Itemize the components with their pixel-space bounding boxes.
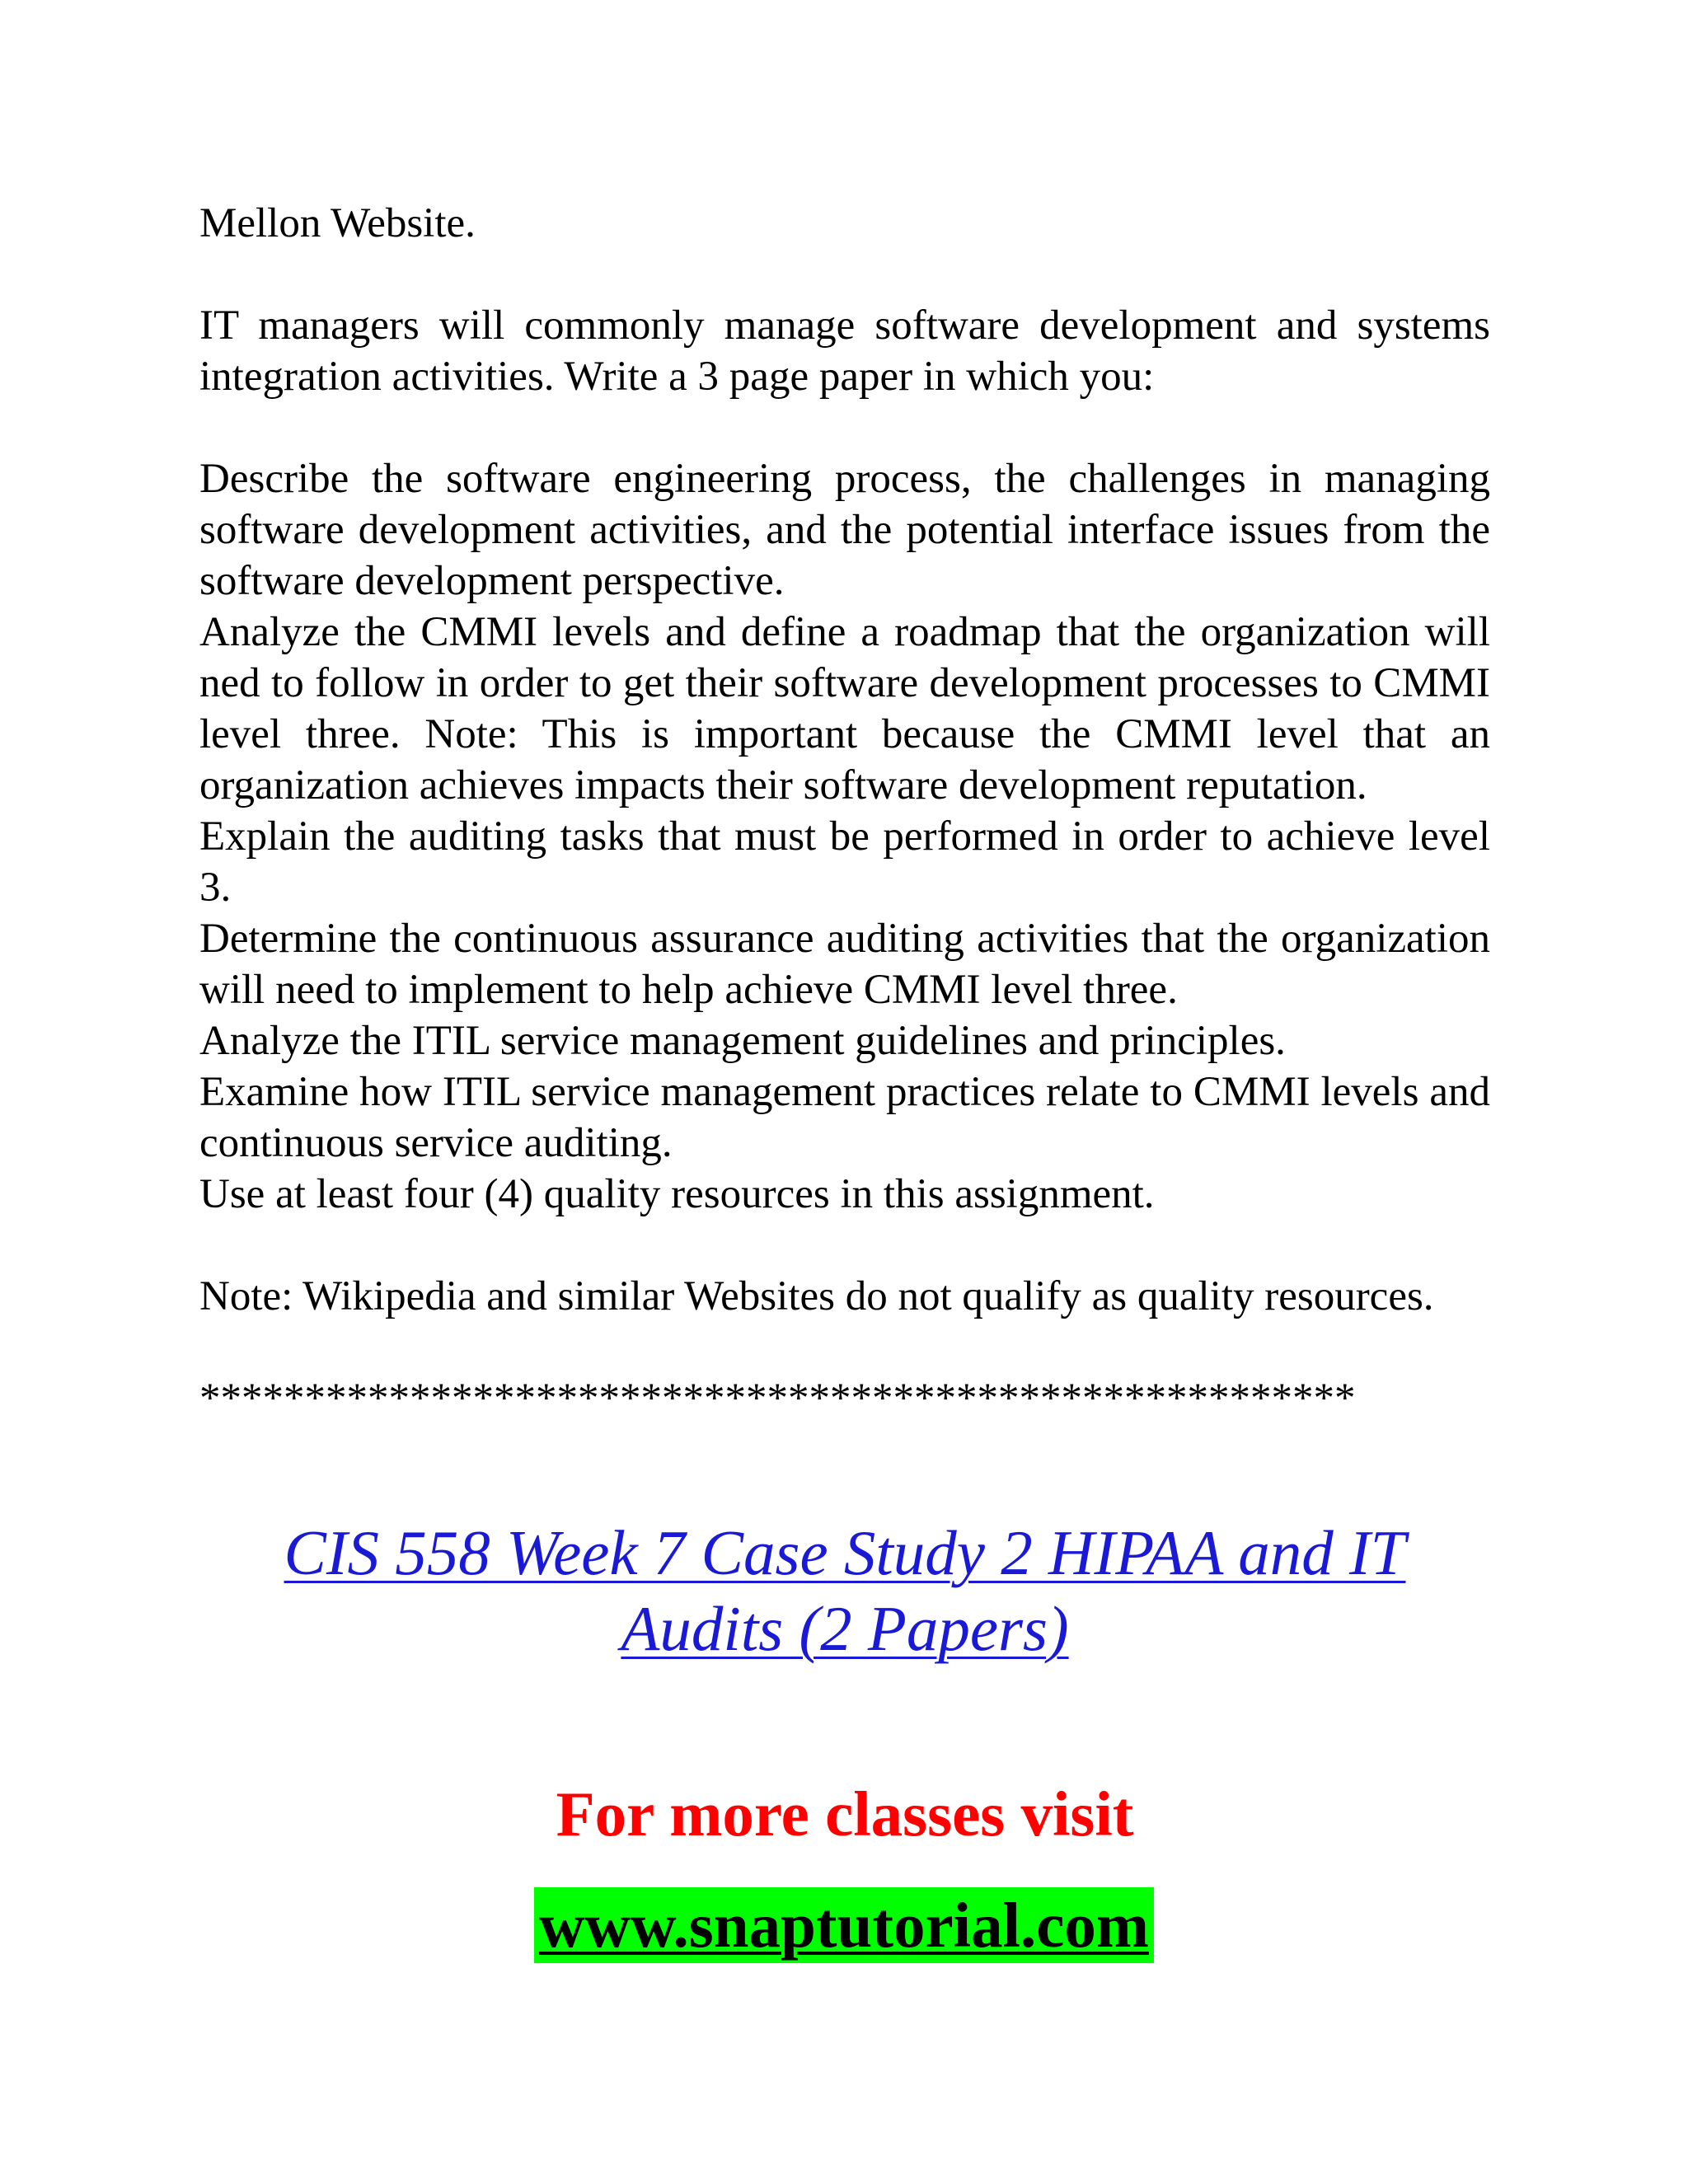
spacer <box>199 249 1490 300</box>
intro-line: Mellon Website. <box>199 200 476 246</box>
task-item: Determine the continuous assurance auditing activities that the organization will need to implement to help achieve CMMI level three. <box>199 916 1490 1013</box>
separator-line: ******************************************************* <box>199 1376 1356 1422</box>
website-wrapper <box>0 1887 1688 1963</box>
website-link[interactable]: www.snaptutorial.com <box>534 1887 1154 1963</box>
course-link-line1: CIS 558 Week 7 Case Study 2 HIPAA and IT <box>284 1517 1406 1588</box>
assignment-intro: IT managers will commonly manage software development and systems integration activities. Write a 3 page paper in which you: <box>199 302 1490 400</box>
note-text: Note: Wikipedia and similar Websites do not qualify as quality resources. <box>199 1273 1434 1319</box>
course-link-line2: Audits (2 Papers) <box>621 1593 1069 1664</box>
course-link-block <box>199 1515 1490 1666</box>
task-item: Explain the auditing tasks that must be performed in order to achieve level 3. <box>199 813 1490 911</box>
spacer <box>199 402 1490 453</box>
spacer <box>199 1322 1490 1373</box>
spacer <box>199 1220 1490 1271</box>
task-item: Describe the software engineering process, the challenges in managing software development activities, and the potential interface issues from the software development perspective. <box>199 456 1490 604</box>
task-item: Analyze the ITIL service management guidelines and principles. <box>199 1018 1286 1064</box>
task-item: Analyze the CMMI levels and define a roadmap that the organization will ned to follow in order to get their software development processes to CMMI level three. Note: This is important because the CMMI level that an organization achieves impacts their software development reputation. <box>199 609 1490 808</box>
task-item: Use at least four (4) quality resources in this assignment. <box>199 1171 1155 1217</box>
course-link[interactable] <box>284 1517 1406 1664</box>
document-body <box>199 198 1490 1424</box>
task-item: Examine how ITIL service management practices relate to CMMI levels and continuous service auditing. <box>199 1069 1490 1166</box>
promo-heading: For more classes visit <box>556 1779 1134 1849</box>
